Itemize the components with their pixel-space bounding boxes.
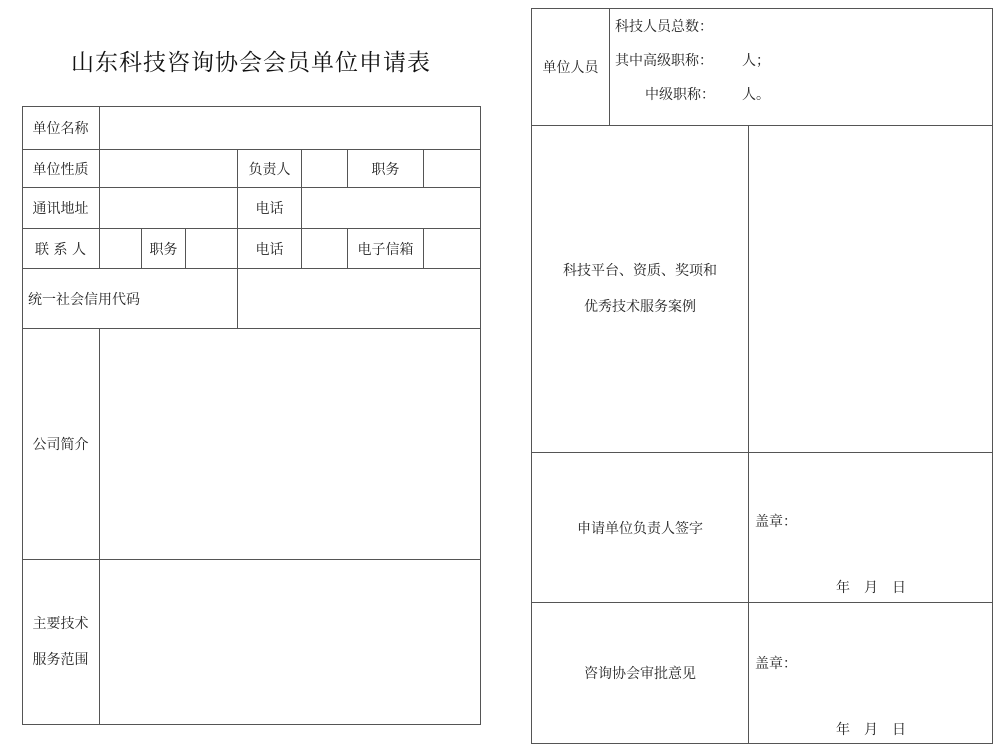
service-scope-label-line1: 主要技术 xyxy=(32,616,89,632)
senior-unit: 人； xyxy=(742,53,770,69)
service-scope-label-line2: 服务范围 xyxy=(32,652,89,668)
unit-nature-label: 单位性质 xyxy=(32,161,89,178)
unit-name-field[interactable] xyxy=(100,107,480,149)
approval-seal-label: 盖章： xyxy=(755,656,797,672)
table-divider xyxy=(609,8,610,126)
unit-nature-field[interactable] xyxy=(100,150,237,187)
contact-position-field[interactable] xyxy=(186,229,237,268)
credit-code-field[interactable] xyxy=(238,269,480,328)
form-title: 山东科技咨询协会会员单位申请表 xyxy=(71,50,431,76)
table-border xyxy=(992,8,993,744)
phone-field[interactable] xyxy=(302,188,480,228)
staff-label: 单位人员 xyxy=(542,60,599,76)
company-intro-field[interactable] xyxy=(100,329,480,559)
signature-label: 申请单位负责人签字 xyxy=(577,520,703,537)
position-label: 职务 xyxy=(371,161,400,178)
contact-label: 联 系 人 xyxy=(35,241,86,258)
approval-date-label: 年 月 日 xyxy=(836,722,906,738)
email-label: 电子信箱 xyxy=(357,241,414,258)
middle-title-label: 中级职称： xyxy=(645,87,715,103)
senior-title-label: 其中高级职称： xyxy=(615,53,713,69)
position-field[interactable] xyxy=(424,150,480,187)
service-scope-field[interactable] xyxy=(100,560,480,724)
service-scope-label xyxy=(22,560,99,724)
company-intro-label: 公司简介 xyxy=(32,437,89,453)
date-label: 年 月 日 xyxy=(836,580,906,596)
contact-phone-label: 电话 xyxy=(255,241,284,258)
person-in-charge-field[interactable] xyxy=(302,150,347,187)
address-label: 通讯地址 xyxy=(32,201,89,217)
staff-total-field[interactable] xyxy=(715,12,985,36)
platform-label xyxy=(532,126,748,452)
address-field[interactable] xyxy=(100,188,237,228)
approval-label: 咨询协会审批意见 xyxy=(584,666,696,682)
contact-field[interactable] xyxy=(100,229,141,268)
middle-unit: 人。 xyxy=(742,87,770,103)
middle-title-field[interactable] xyxy=(715,80,741,104)
unit-name-label: 单位名称 xyxy=(32,121,89,137)
table-border xyxy=(480,106,481,725)
table-border xyxy=(531,743,993,744)
contact-phone-field[interactable] xyxy=(302,229,347,268)
email-field[interactable] xyxy=(424,229,480,268)
credit-code-label: 统一社会信用代码 xyxy=(28,291,140,308)
senior-title-field[interactable] xyxy=(715,46,741,70)
platform-field[interactable] xyxy=(749,126,992,452)
table-border xyxy=(22,724,481,725)
platform-label-line2: 优秀技术服务案例 xyxy=(584,299,696,315)
staff-total-label: 科技人员总数： xyxy=(615,19,713,35)
phone-label: 电话 xyxy=(255,201,284,217)
platform-label-line1: 科技平台、资质、奖项和 xyxy=(563,263,717,279)
person-in-charge-label: 负责人 xyxy=(248,161,291,178)
contact-position-label: 职务 xyxy=(149,241,178,258)
seal-label: 盖章： xyxy=(755,514,797,530)
